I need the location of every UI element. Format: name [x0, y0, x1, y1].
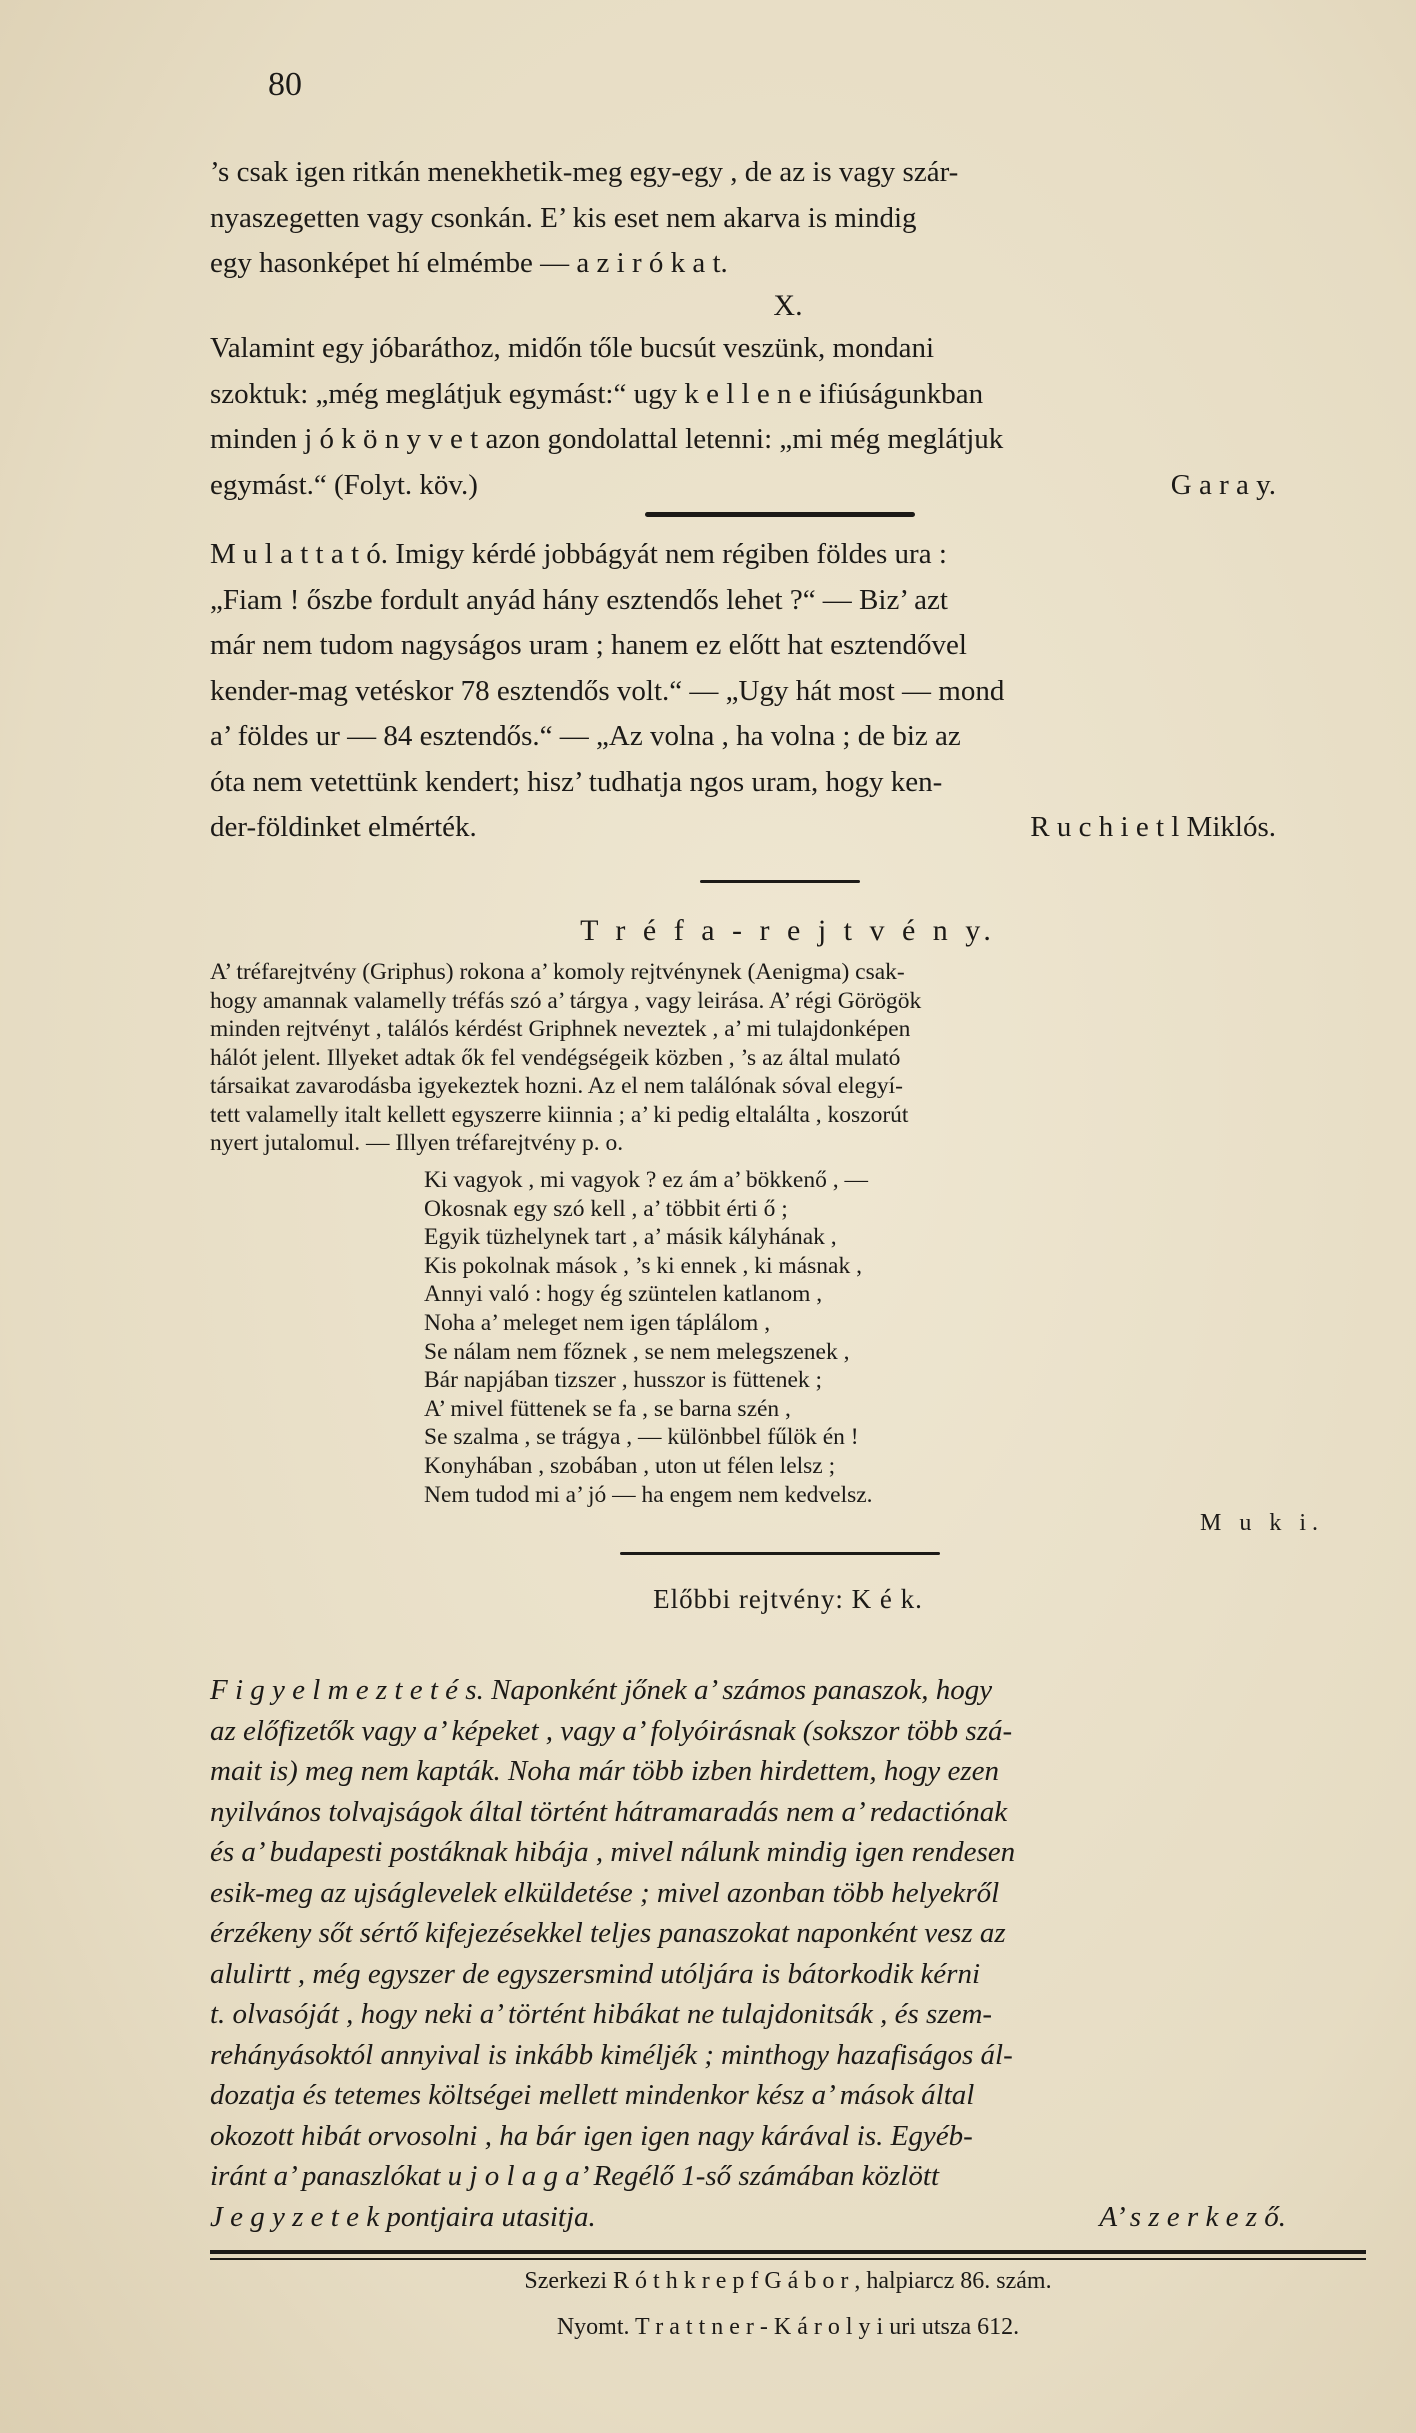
trefa-intro	[210, 958, 1366, 1158]
section-x	[210, 286, 1366, 508]
poem-line: Kis pokolnak mások , ’s ki ennek , ki másnak ,	[424, 1252, 862, 1279]
text-line: rehányásoktól annyival is inkább kiméljék ; minthogy hazafiságos ál-	[210, 2038, 1013, 2071]
printer-line: Nyomt. T r a t t n e r - K á r o l y i uri utsza 612.	[556, 2314, 1020, 2340]
text-line: társaikat zavarodásba igyekeztek hozni. Az el nem találónak sóval elegyí-	[210, 1073, 903, 1099]
text-line	[210, 463, 1366, 509]
text-line: már nem tudom nagyságos uram ; hanem ez előtt hat esztendővel	[210, 629, 967, 661]
divider	[620, 1552, 940, 1555]
text-line: óta nem vetettünk kendert; hisz’ tudhatja ngos uram, hogy ken-	[210, 765, 943, 798]
text-line: F i g y e l m e z t e t é s. Naponként jőnek a’ számos panaszok, hogy	[210, 1674, 993, 1706]
text-line: nyilvános tolvajságok által történt hátramaradás nem a’ redactiónak	[210, 1795, 1008, 1828]
poem-line: A’ mivel füttenek se fa , se barna szén ,	[424, 1395, 791, 1422]
text-line: t. olvasóját , hogy neki a’ történt hibákat ne tulajdonitsák , és szem-	[210, 1998, 993, 2030]
text-line: dozatja és tetemes költségei mellett mindenkor kész a’ mások által	[210, 2079, 975, 2111]
text-line: minden rejtvényt , találós kérdést Griphnek neveztek , a’ mi tulajdonképen	[210, 1016, 911, 1042]
poem-line: Konyhában , szobában , uton ut félen lelsz ;	[424, 1452, 836, 1479]
author-signature: G a r a y.	[1170, 468, 1276, 501]
poem-line: Se szalma , se trágya , — különbbel fűlök én !	[424, 1424, 859, 1451]
text-line: mait is) meg nem kapták. Noha már több izben hirdettem, hogy ezen	[210, 1755, 1000, 1787]
poem-line: Egyik tüzhelynek tart , a’ másik kályhának ,	[424, 1224, 837, 1251]
opening-paragraph	[210, 150, 1366, 287]
text-line: a’ földes ur — 84 esztendős.“ — „Az volna , ha volna ; de biz az	[210, 720, 961, 752]
poem-line: Bár napjában tizszer , husszor is füttenek ;	[424, 1367, 823, 1394]
text-line: esik-meg az ujságlevelek elküldetése ; mivel azonban több helyekről	[210, 1876, 1000, 1909]
text-line: érzékeny sőt sértő kifejezésekkel teljes panaszokat naponként vesz az	[210, 1917, 1006, 1949]
text-line: „Fiam ! őszbe fordult anyád hány esztendős lehet ?“ — Biz’ azt	[210, 583, 948, 616]
divider	[700, 880, 860, 883]
text-line: és a’ budapesti postáknak hibája , mivel nálunk mindig igen rendesen	[210, 1836, 1016, 1868]
section-heading: X.	[773, 289, 803, 322]
author-signature: R u c h i e t l Miklós.	[1030, 811, 1276, 843]
divider	[645, 512, 915, 517]
text-line: ’s csak igen ritkán menekhetik-meg egy-egy , de az is vagy szár-	[210, 156, 959, 188]
text-line: M u l a t t a t ó. Imigy kérdé jobbágyát nem régiben földes ura :	[210, 538, 947, 570]
editor-signature: A’ s z e r k e z ő.	[1099, 2200, 1286, 2233]
previous-answer: Előbbi rejtvény: K é k.	[653, 1584, 923, 1614]
notice-section	[210, 1670, 1366, 2237]
page-number: 80	[268, 66, 302, 103]
text-line: alulirtt , még egyszer de egyszersmind utóljára is bátorkodik kérni	[210, 1957, 981, 1990]
text-line: az előfizetők vagy a’ képeket , vagy a’ folyóirásnak (sokszor több szá-	[210, 1714, 1013, 1747]
mulattato-section	[210, 532, 1366, 851]
text-line: nyert jutalomul. — Illyen tréfarejtvény p. o.	[210, 1130, 624, 1156]
text-line: tett valamelly italt kellett egyszerre kiinnia ; a’ ki pedig eltalálta , koszorút	[210, 1101, 909, 1128]
trefa-title: T r é f a - r e j t v é n y.	[580, 914, 996, 947]
text-line: kender-mag vetéskor 78 esztendős volt.“ — „Ugy hát most — mond	[210, 674, 1005, 707]
continued-note: egymást.“ (Folyt. köv.)	[210, 468, 478, 501]
text-line: A’ tréfarejtvény (Griphus) rokona a’ komoly rejtvénynek (Aenigma) csak-	[210, 959, 905, 985]
text-line: hálót jelent. Illyeket adtak ők fel vendégségeik közben , ’s az által mulató	[210, 1044, 901, 1071]
poem-line: Noha a’ meleget nem igen táplálom ,	[424, 1309, 771, 1336]
text-line: egy hasonképet hí elmémbe — a z i r ó k a t.	[210, 247, 728, 279]
text-line-end: der-földinket elmérték.	[210, 811, 477, 843]
poem-line: Okosnak egy szó kell , a’ többit érti ő ;	[424, 1195, 788, 1222]
poem-line: Nem tudod mi a’ jó — ha engem nem kedvelsz.	[424, 1481, 873, 1508]
poem-line: Ki vagyok , mi vagyok ? ez ám a’ bökkenő , —	[424, 1167, 868, 1193]
text-line: minden j ó k ö n y v e t azon gondolattal letenni: „mi még meglátjuk	[210, 423, 1004, 455]
text-line: Valamint egy jóbaráthoz, midőn tőle bucsút veszünk, mondani	[210, 332, 935, 364]
author-signature: M u k i.	[1200, 1510, 1325, 1536]
text-line: hogy amannak valamelly tréfás szó a’ tárgya , vagy leirása. A’ régi Görögök	[210, 987, 922, 1014]
text-line	[210, 2197, 1366, 2238]
riddle-poem	[424, 1166, 1284, 1509]
poem-line: Se nálam nem főznek , se nem melegszenek ,	[424, 1338, 850, 1365]
text-line-end: J e g y z e t e k pontjaira utasitja.	[210, 2200, 596, 2233]
poem-line: Annyi való : hogy ég szüntelen katlanom ,	[424, 1281, 823, 1308]
text-line	[210, 805, 1366, 851]
text-line: okozott hibát orvosolni , ha bár igen igen nagy kárával is. Egyéb-	[210, 2119, 973, 2152]
rule-thin	[210, 2258, 1366, 2260]
text-line: iránt a’ panaszlókat u j o l a g a’ Regélő 1-ső számában közlött	[210, 2160, 940, 2192]
editor-line: Szerkezi R ó t h k r e p f G á b o r , halpiarcz 86. szám.	[524, 2268, 1052, 2294]
text-line: szoktuk: „még meglátjuk egymást:“ ugy k e l l e n e ifiúságunkban	[210, 377, 984, 410]
footer-double-rule	[210, 2250, 1366, 2260]
text-line: nyaszegetten vagy csonkán. E’ kis eset nem akarva is mindig	[210, 201, 917, 234]
rule-thick	[210, 2250, 1366, 2254]
